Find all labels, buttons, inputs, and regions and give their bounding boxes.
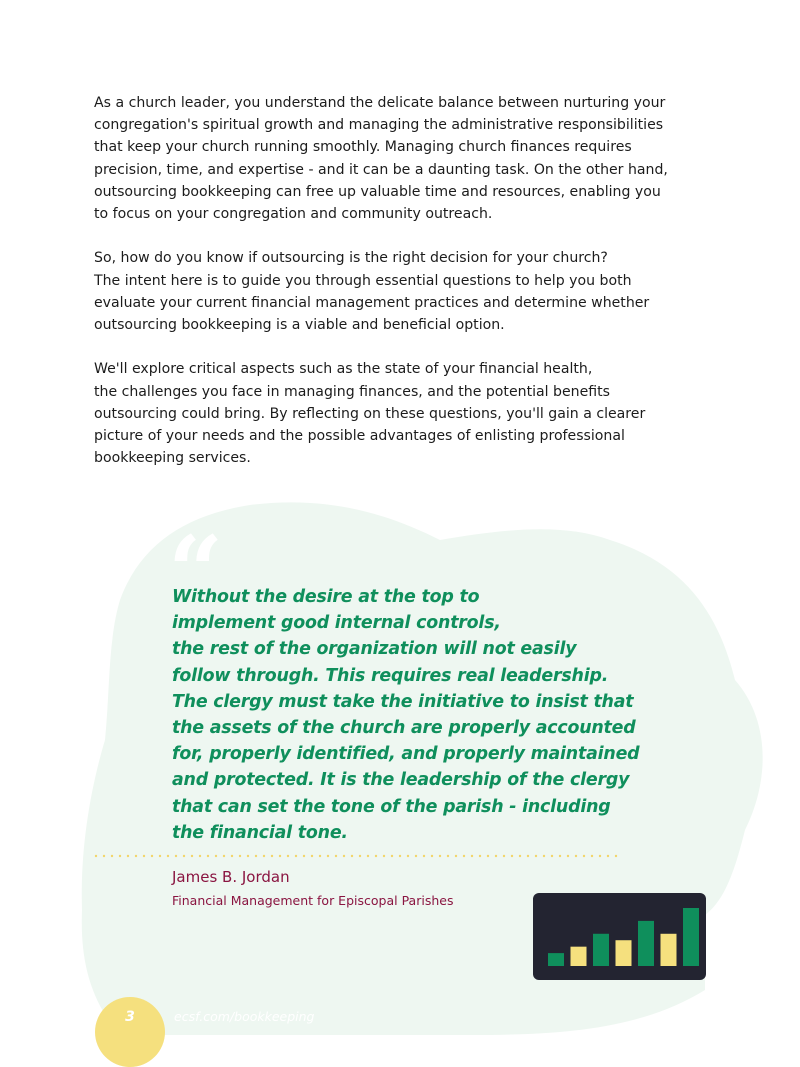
quote-source: Financial Management for Episcopal Parishes (172, 893, 454, 908)
page-number-badge (95, 997, 165, 1067)
chart-bar (683, 908, 699, 966)
chart-bar (616, 940, 632, 966)
bar-chart-illustration (533, 893, 706, 980)
quote-line: implement good internal controls, (172, 613, 501, 634)
text-line: the challenges you face in managing finances, and the potential benefits (94, 383, 611, 400)
text-line: precision, time, and expertise - and it can be a daunting task. On the other hand, (94, 161, 668, 178)
text-line: So, how do you know if outsourcing is the right decision for your church? (94, 250, 608, 267)
intro-text (94, 92, 694, 492)
chart-bar (638, 921, 654, 966)
text-line: that keep your church running smoothly. Managing church finances requires (94, 139, 632, 156)
chart-bar (593, 934, 609, 966)
quote-line: and protected. It is the leadership of the clergy (172, 770, 630, 791)
quote-line: follow through. This requires real leadership. (172, 665, 609, 686)
intro-paragraph-1 (94, 92, 694, 225)
quote-author: James B. Jordan (172, 868, 290, 886)
text-line: picture of your needs and the possible advantages of enlisting professional (94, 428, 625, 445)
bar-chart-icon (533, 893, 706, 980)
text-line: outsourcing bookkeeping is a viable and beneficial option. (94, 317, 505, 334)
text-line: outsourcing could bring. By reflecting on these questions, you'll gain a clearer (94, 405, 646, 422)
quote-line: The clergy must take the initiative to insist that (172, 691, 634, 712)
quote-line: the rest of the organization will not easily (172, 639, 577, 660)
dotted-divider (94, 853, 624, 859)
chart-bar (571, 947, 587, 966)
footer-url: ecsf.com/bookkeeping (174, 1009, 315, 1024)
page-number: 3 (125, 1009, 135, 1025)
intro-paragraph-2 (94, 247, 694, 336)
quote-line: the financial tone. (172, 822, 348, 843)
quote-line: the assets of the church are properly accounted (172, 718, 636, 739)
quote-mark-icon: “ (168, 515, 224, 628)
quote-line: for, properly identified, and properly maintained (172, 744, 640, 765)
quote-line: Without the desire at the top to (172, 587, 480, 607)
text-line: evaluate your current financial management practices and determine whether (94, 294, 650, 311)
text-line: We'll explore critical aspects such as the state of your financial health, (94, 361, 593, 378)
text-line: bookkeeping services. (94, 450, 251, 467)
text-line: The intent here is to guide you through essential questions to help you both (94, 272, 632, 289)
text-line: to focus on your congregation and community outreach. (94, 206, 493, 223)
quote-line: that can set the tone of the parish - including (172, 796, 611, 817)
text-line: outsourcing bookkeeping can free up valuable time and resources, enabling you (94, 183, 661, 200)
chart-bar (661, 934, 677, 966)
chart-bar (548, 953, 564, 966)
text-line: congregation's spiritual growth and managing the administrative responsibilities (94, 117, 664, 134)
text-line: As a church leader, you understand the delicate balance between nurturing your (94, 95, 666, 111)
pull-quote (172, 584, 692, 846)
intro-paragraph-3 (94, 358, 694, 469)
